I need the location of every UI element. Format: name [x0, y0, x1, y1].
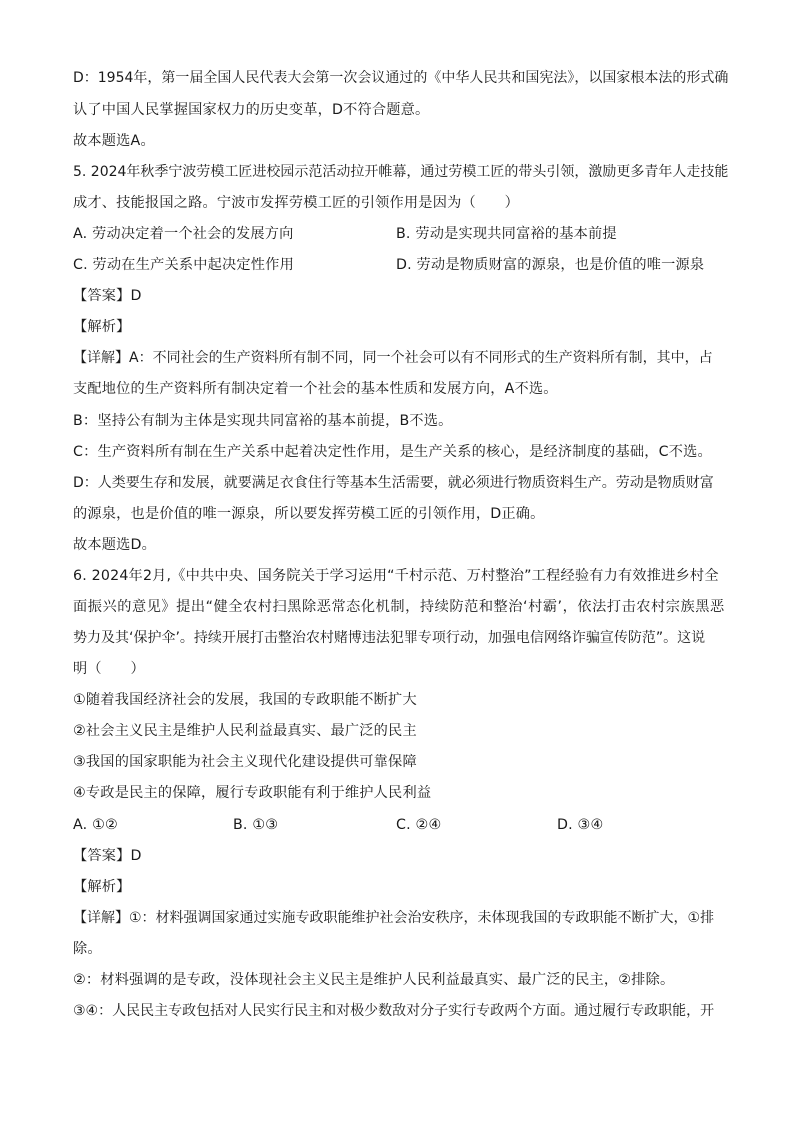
analysis-label: 【解析】: [73, 879, 131, 895]
answer-label: 【答案】D: [73, 288, 142, 304]
explanation-line: 支配地位的生产资料所有制决定着一个社会的基本性质和发展方向，A不选。: [73, 381, 558, 397]
question-5-stem: 5. 2024年秋季宁波劳模工匠进校园示范活动拉开帷幕，通过劳模工匠的带头引领，激励更多青年人走技能: [73, 164, 729, 180]
question-6-stem: 面振兴的意见》提出“健全农村扫黑除恶常态化机制，持续防范和整治‘村霸’，依法打击农村宗族黑恶: [73, 599, 725, 615]
question-6-stem: 6. 2024年2月,《中共中央、国务院关于学习运用“千村示范、万村整治”工程经验有力有效推进乡村全: [73, 568, 719, 584]
statement-3: ③我国的国家职能为社会主义现代化建设提供可靠保障: [73, 754, 417, 770]
explanation-line: B：坚持公有制为主体是实现共同富裕的基本前提，B不选。: [73, 413, 453, 429]
explanation-line: 【详解】①：材料强调国家通过实施专政职能维护社会治安秩序，未体现我国的专政职能不断扩大，①排: [73, 910, 715, 926]
option-b: B. 劳动是实现共同富裕的基本前提: [396, 226, 617, 242]
statement-4: ④专政是民主的保障，履行专政职能有利于维护人民利益: [73, 785, 432, 801]
statement-1: ①随着我国经济社会的发展，我国的专政职能不断扩大: [73, 692, 417, 708]
option-a: A. ①②: [73, 817, 118, 833]
explanation-line: C：生产资料所有制在生产关系中起着决定性作用，是生产关系的核心，是经济制度的基础，C不选。: [73, 444, 712, 460]
explanation-line: 除。: [73, 941, 102, 957]
conclusion-line: 故本题选D。: [73, 537, 157, 553]
question-6-stem: 势力及其‘保护伞’。持续开展打击整治农村赌博违法犯罪专项行动，加强电信网络诈骗宣传防范”。这说: [73, 630, 706, 646]
explanation-line: 【详解】A：不同社会的生产资料所有制不同，同一个社会可以有不同形式的生产资料所有制，其中，占: [73, 350, 713, 366]
statement-2: ②社会主义民主是维护人民利益最真实、最广泛的民主: [73, 723, 417, 739]
option-d: D. 劳动是物质财富的源泉，也是价值的唯一源泉: [396, 257, 705, 273]
explanation-line: D：人类要生存和发展，就要满足衣食住行等基本生活需要，就必须进行物质资料生产。劳动是物质财富: [73, 475, 714, 491]
explanation-line: 的源泉，也是价值的唯一源泉，所以要发挥劳模工匠的引领作用，D正确。: [73, 506, 545, 522]
option-c: C. ②④: [396, 817, 442, 833]
option-c: C. 劳动在生产关系中起决定性作用: [73, 257, 294, 273]
text-line: 认了中国人民掌握国家权力的历史变革，D不符合题意。: [73, 102, 430, 118]
analysis-label: 【解析】: [73, 319, 131, 335]
question-6-stem: 明（ ）: [73, 661, 145, 677]
text-line: D：1954年，第一届全国人民代表大会第一次会议通过的《中华人民共和国宪法》，以国家根本法的形式确: [73, 70, 729, 86]
option-d: D. ③④: [557, 817, 604, 833]
option-a: A. 劳动决定着一个社会的发展方向: [73, 226, 294, 242]
explanation-line: ②：材料强调的是专政，没体现社会主义民主是维护人民利益最真实、最广泛的民主，②排除。: [73, 972, 675, 988]
text-line: 故本题选A。: [73, 133, 155, 149]
question-5-stem: 成才、技能报国之路。宁波市发挥劳模工匠的引领作用是因为（ ）: [73, 195, 520, 211]
explanation-line: ③④：人民民主专政包括对人民实行民主和对极少数敌对分子实行专政两个方面。通过履行专政职能，开: [73, 1003, 715, 1019]
option-b: B. ①③: [233, 817, 279, 833]
answer-label: 【答案】D: [73, 848, 142, 864]
